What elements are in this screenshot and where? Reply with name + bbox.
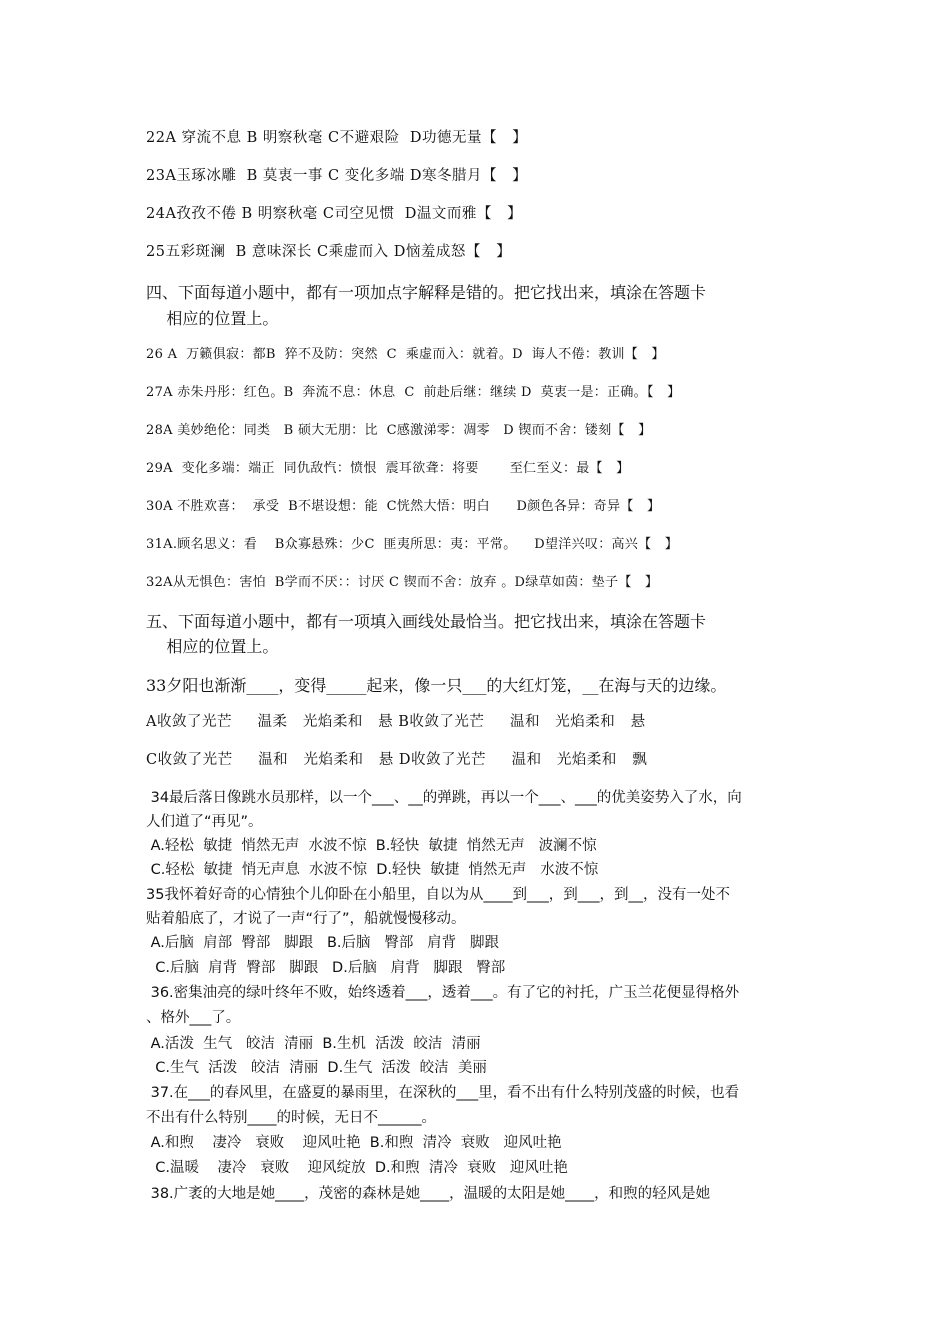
question-31: 31A.顾名思义：看 B众寡悬殊：少C 匪夷所思：夷：平常。 D望洋兴叹：高兴【 】 [146, 537, 679, 552]
question-38: 38.广袤的大地是她____，茂密的森林是她____，温暖的太阳是她____，和煦的轻风是她 [146, 1186, 711, 1202]
question-36-cont: 、格外___了。 [146, 1010, 241, 1026]
question-35-cont: 贴着船底了，才说了一声“行了”，船就慢慢移动。 [146, 911, 466, 927]
question-36: 36.密集油亮的绿叶终年不败，始终透着___，透着___。有了它的衬托，广玉兰花便显得格外 [146, 985, 740, 1001]
question-37-options-ab: A.和煦 凄冷 衰败 迎风吐艳 B.和煦 清冷 衰败 迎风吐艳 [146, 1135, 562, 1151]
section-5-heading: 五、下面每道小题中，都有一项填入画线处最恰当。把它找出来，填涂在答题卡 [146, 612, 707, 631]
question-35-options-cd: C.后脑 肩背 臀部 脚跟 D.后脑 肩背 脚跟 臀部 [146, 960, 506, 976]
question-22: 22A 穿流不息 B 明察秋毫 C不避艰险 D功德无量【 】 [146, 130, 528, 146]
question-34-cont: 人们道了“再见”。 [146, 814, 263, 830]
question-25: 25五彩斑澜 B 意味深长 C乘虚而入 D恼羞成怒【 】 [146, 244, 512, 260]
question-34-options-cd: C.轻松 敏捷 悄无声息 水波不惊 D.轻快 敏捷 悄然无声 水波不惊 [146, 862, 599, 878]
question-34-options-ab: A.轻松 敏捷 悄然无声 水波不惊 B.轻快 敏捷 悄然无声 波澜不惊 [146, 838, 597, 854]
question-24: 24A孜孜不倦 B 明察秋毫 C司空见惯 D温文而雅【 】 [146, 206, 523, 222]
question-37: 37.在___的春风里，在盛夏的暴雨里，在深秋的___里，看不出有什么特别茂盛的时候，也看 [146, 1085, 740, 1101]
question-23: 23A玉琢冰雕 B 莫衷一事 C 变化多端 D寒冬腊月【 】 [146, 168, 528, 184]
question-33: 33夕阳也渐渐____，变得_____起来，像一只___的大红灯笼，__在海与天的边缘。 [146, 676, 727, 695]
question-28: 28A 美妙绝伦：同类 B 硕大无朋：比 C感激涕零：凋零 D 锲而不舍：镂刻【 】 [146, 423, 652, 438]
question-35-options-ab: A.后脑 肩部 臀部 脚跟 B.后脑 臀部 肩背 脚跟 [146, 935, 500, 951]
question-27: 27A 赤朱丹彤：红色。B 奔流不息：休息 C 前赴后继：继续 D 莫衷一是：正确。【 】 [146, 385, 681, 400]
question-35: 35我怀着好奇的心情独个儿仰卧在小船里，自以为从____到___，到___，到__，没有一处不 [146, 887, 730, 903]
question-29: 29A 变化多端：端正 同仇敌忾：愤恨 震耳欲聋：将要 至仁至义：最【 】 [146, 461, 630, 476]
question-33-options-ab: A收敛了光芒 温柔 光焰柔和 悬 B收敛了光芒 温和 光焰柔和 悬 [146, 714, 646, 730]
question-30: 30A 不胜欢喜： 承受 B不堪设想：能 C恍然大悟：明白 D颜色各异：奇异【 】 [146, 499, 661, 514]
section-4-heading: 四、下面每道小题中，都有一项加点字解释是错的。把它找出来，填涂在答题卡 [146, 283, 707, 302]
question-37-options-cd: C.温暖 凄冷 衰败 迎风绽放 D.和煦 清冷 衰败 迎风吐艳 [146, 1160, 568, 1176]
section-5-heading-cont: 相应的位置上。 [146, 637, 279, 656]
question-34: 34最后落日像跳水员那样，以一个___、__的弹跳，再以一个___、___的优美姿势入了水，向 [146, 790, 742, 806]
question-33-options-cd: C收敛了光芒 温和 光焰柔和 悬 D收敛了光芒 温和 光焰柔和 飘 [146, 752, 648, 768]
question-37-cont: 不出有什么特别____的时候，无日不______。 [146, 1110, 436, 1126]
question-36-options-cd: C.生气 活泼 皎洁 清丽 D.生气 活泼 皎洁 美丽 [146, 1060, 487, 1076]
question-32: 32A从无惧色：害怕 B学而不厌：：讨厌 C 锲而不舍：放弃 。D绿草如茵：垫子【 】 [146, 575, 659, 590]
question-26: 26 A 万籁俱寂：都B 猝不及防：突然 C 乘虚而入：就着。D 诲人不倦：教训【 】 [146, 347, 665, 362]
question-36-options-ab: A.活泼 生气 皎洁 清丽 B.生机 活泼 皎洁 清丽 [146, 1036, 481, 1052]
section-4-heading-cont: 相应的位置上。 [146, 309, 279, 328]
